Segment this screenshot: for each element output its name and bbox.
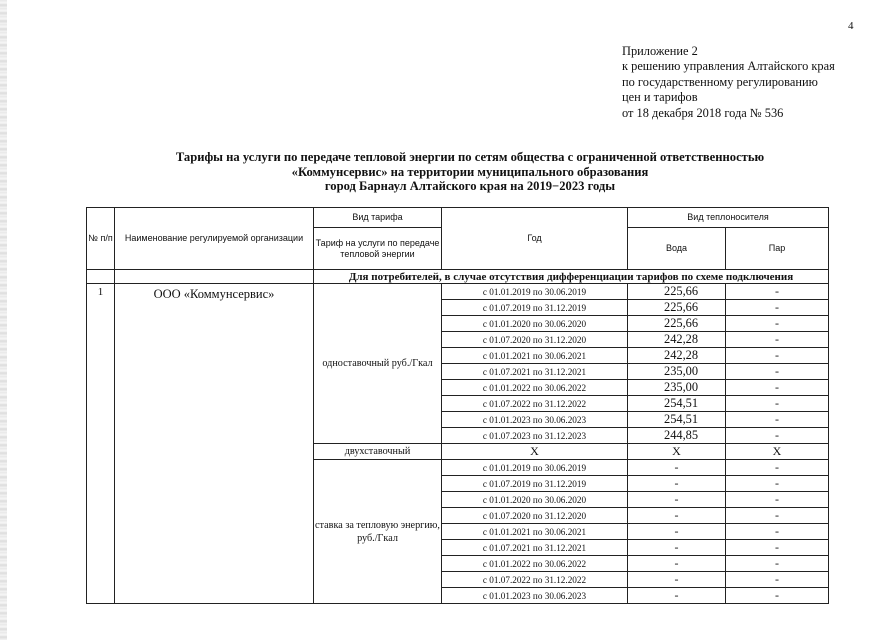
appendix-block [622, 44, 835, 121]
period-cell: с 01.01.2019 по 30.06.2019 [442, 460, 628, 476]
organization-name: ООО «Коммунсервис» [115, 284, 314, 604]
period-cell: с 01.01.2023 по 30.06.2023 [442, 588, 628, 604]
period-cell: с 01.01.2021 по 30.06.2021 [442, 348, 628, 364]
two-rate-water: X [628, 444, 726, 460]
appendix-line: цен и тарифов [622, 90, 698, 105]
period-cell: с 01.01.2023 по 30.06.2023 [442, 412, 628, 428]
tariff-type-energy: ставка за тепловую энергию, руб./Гкал [314, 460, 442, 604]
water-value: 254,51 [628, 396, 726, 412]
water-value: 235,00 [628, 364, 726, 380]
header-tariff-kind: Вид тарифа [314, 208, 442, 228]
tariff-type-single: одноставочный руб./Гкал [314, 284, 442, 444]
steam-value: - [726, 364, 829, 380]
header-steam: Пар [726, 228, 829, 270]
table-row [87, 284, 829, 300]
period-cell: с 01.01.2022 по 30.06.2022 [442, 380, 628, 396]
header-water: Вода [628, 228, 726, 270]
water-value: - [628, 524, 726, 540]
steam-value: - [726, 396, 829, 412]
steam-value: - [726, 524, 829, 540]
scan-edge [0, 0, 7, 640]
water-value: - [628, 556, 726, 572]
water-value: 225,66 [628, 284, 726, 300]
period-cell: с 01.07.2020 по 31.12.2020 [442, 332, 628, 348]
period-cell: с 01.07.2020 по 31.12.2020 [442, 508, 628, 524]
appendix-line: к решению управления Алтайского края [622, 59, 835, 74]
steam-value: - [726, 492, 829, 508]
appendix-line: Приложение 2 [622, 44, 698, 58]
steam-value: - [726, 412, 829, 428]
row-number: 1 [87, 284, 115, 604]
appendix-line: от 18 декабря 2018 года № 536 [622, 105, 784, 120]
subheader-blank-org [115, 270, 314, 284]
steam-value: - [726, 540, 829, 556]
tariff-type-two-rate: двухставочный [314, 444, 442, 460]
header-num: № п/п [87, 208, 115, 270]
water-value: - [628, 540, 726, 556]
steam-value: - [726, 588, 829, 604]
subheader: Для потребителей, в случае отсутствия дифференциации тарифов по схеме подключения [314, 270, 829, 284]
steam-value: - [726, 428, 829, 444]
water-value: - [628, 476, 726, 492]
title-line: Тарифы на услуги по передаче тепловой энергии по сетям общества с ограниченной ответственностью [175, 150, 765, 164]
document-title [90, 150, 850, 194]
subheader-blank-num [87, 270, 115, 284]
steam-value: - [726, 316, 829, 332]
tariff-table [86, 207, 829, 604]
water-value: 235,00 [628, 380, 726, 396]
two-rate-year: X [442, 444, 628, 460]
water-value: - [628, 508, 726, 524]
period-cell: с 01.07.2019 по 31.12.2019 [442, 300, 628, 316]
water-value: - [628, 588, 726, 604]
period-cell: с 01.07.2023 по 31.12.2023 [442, 428, 628, 444]
water-value: - [628, 460, 726, 476]
two-rate-steam: X [726, 444, 829, 460]
header-org: Наименование регулируемой организации [115, 208, 314, 270]
period-cell: с 01.07.2021 по 31.12.2021 [442, 364, 628, 380]
period-cell: с 01.01.2021 по 30.06.2021 [442, 524, 628, 540]
water-value: 244,85 [628, 428, 726, 444]
period-cell: с 01.01.2019 по 30.06.2019 [442, 284, 628, 300]
steam-value: - [726, 332, 829, 348]
steam-value: - [726, 460, 829, 476]
steam-value: - [726, 300, 829, 316]
water-value: 242,28 [628, 332, 726, 348]
water-value: - [628, 492, 726, 508]
header-carrier: Вид теплоносителя [628, 208, 829, 228]
steam-value: - [726, 556, 829, 572]
header-tariff-service: Тариф на услуги по передаче тепловой энергии [314, 228, 442, 270]
page-number: 4 [848, 20, 854, 32]
title-line: город Барнаул Алтайского края на 2019−2023 годы [324, 179, 616, 194]
steam-value: - [726, 572, 829, 588]
appendix-line: по государственному регулированию [622, 74, 818, 89]
water-value: 254,51 [628, 412, 726, 428]
period-cell: с 01.01.2020 по 30.06.2020 [442, 316, 628, 332]
period-cell: с 01.07.2021 по 31.12.2021 [442, 540, 628, 556]
period-cell: с 01.01.2020 по 30.06.2020 [442, 492, 628, 508]
period-cell: с 01.07.2022 по 31.12.2022 [442, 572, 628, 588]
steam-value: - [726, 380, 829, 396]
period-cell: с 01.07.2022 по 31.12.2022 [442, 396, 628, 412]
steam-value: - [726, 284, 829, 300]
steam-value: - [726, 508, 829, 524]
header-year: Год [442, 208, 628, 270]
water-value: 225,66 [628, 316, 726, 332]
title-line: «Коммунсервис» на территории муниципального образования [291, 164, 649, 179]
water-value: 225,66 [628, 300, 726, 316]
water-value: 242,28 [628, 348, 726, 364]
period-cell: с 01.01.2022 по 30.06.2022 [442, 556, 628, 572]
steam-value: - [726, 348, 829, 364]
steam-value: - [726, 476, 829, 492]
water-value: - [628, 572, 726, 588]
period-cell: с 01.07.2019 по 31.12.2019 [442, 476, 628, 492]
